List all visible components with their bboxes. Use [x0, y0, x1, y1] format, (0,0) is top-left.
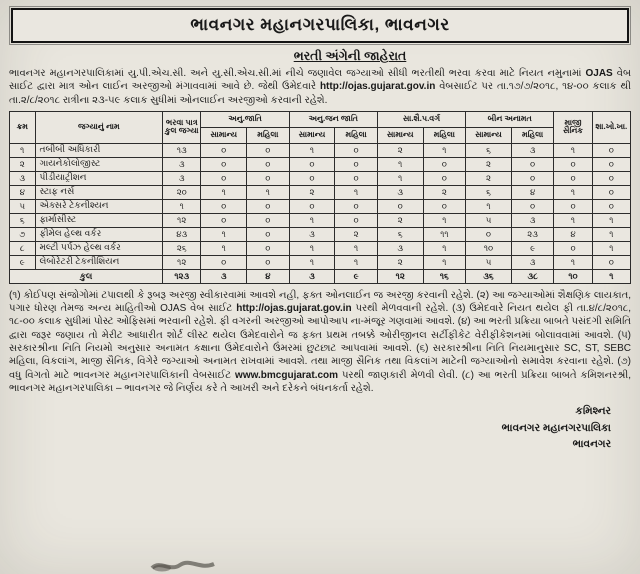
subcol-female: મહિલા [423, 127, 466, 143]
row-serial: ૧ [10, 143, 36, 157]
open-general: ૬ [466, 185, 512, 199]
ph-count: ૧ [592, 213, 630, 227]
sebc-general: ૬ [377, 227, 423, 241]
open-female: ૯ [511, 241, 554, 255]
sebc-female: ૧ [423, 255, 466, 269]
total-posts: ૩ [163, 157, 201, 171]
open-general: ૨ [466, 157, 512, 171]
sebc-female: ૧ [423, 213, 466, 227]
subcol-female: મહિલા [335, 127, 378, 143]
row-serial: ૬ [10, 213, 36, 227]
open-female: ૨૩ [511, 227, 554, 241]
open-general: ૫ [466, 255, 512, 269]
col-group-open: બીન અનામત [466, 111, 554, 127]
st-general: ૦ [289, 171, 335, 185]
sebc-general-total: ૧૨ [377, 269, 423, 283]
intro-text: ભાવનગર મહાનગરપાલિકામાં યુ.પી.એચ.સી. અને યુ.સી.એચ.સી.માં નીચે જણાવેલ જગ્યાઓ સીધી ભરતીથી ભરવા કરવા માટે નિયત નમુનામાં [9, 68, 586, 79]
st-female: ૦ [335, 143, 378, 157]
sebc-female-total: ૧૬ [423, 269, 466, 283]
row-serial: ૩ [10, 171, 36, 185]
sebc-general: ૨ [377, 255, 423, 269]
table-row [10, 157, 631, 171]
ex-serviceman: ૦ [554, 241, 592, 255]
post-name: તબીબી અધિકારી [35, 143, 163, 157]
sebc-female: ૨ [423, 185, 466, 199]
open-female: ૪ [511, 185, 554, 199]
st-general: ૧ [289, 213, 335, 227]
signature-block [9, 403, 631, 452]
total-posts: ૧૨ [163, 255, 201, 269]
st-female-total: ૯ [335, 269, 378, 283]
sc-general: ૧ [201, 227, 247, 241]
sc-general: ૦ [201, 171, 247, 185]
terms-text: (૧) કોઈપણ સંજોગોમાં ટપાલથી કે રૂબરૂ અરજી સ્વીકારવામાં આવશે નહી, ફક્ત ઓનલાઈન જ અરજી કરવાની રહેશે. (૨) આ જગ્યાઓમાં શૈક્ષણિક લાયકાત, પગાર ધોરણ તેમજ અન્ય માહિતીઓ OJAS વેબ સાઈટ [9, 289, 631, 315]
sebc-general: ૩ [377, 185, 423, 199]
intro-text: વેબસાઈટ પર તા.૧૭/૭/૨૦૧૮, ૧૪-૦૦ કલાક થી તા.૨/૮/૨૦૧૮ રાત્રીના ૨૩-૫૯ કલાક સુધીમાં ઓનલાઈન અરજીઓ કરવાની રહેશે. [9, 81, 631, 106]
row-serial: ૯ [10, 255, 36, 269]
table-row [10, 241, 631, 255]
table-row [10, 213, 631, 227]
sebc-female: ૦ [423, 171, 466, 185]
open-general: ૧ [466, 199, 512, 213]
st-general: ૧ [289, 143, 335, 157]
recruitment-table [9, 111, 631, 284]
post-name: ફીમેલ હેલ્થ વર્કર [35, 227, 163, 241]
row-serial: ૫ [10, 199, 36, 213]
st-general: ૨ [289, 185, 335, 199]
post-name: એક્સરે ટેકનીશ્યન [35, 199, 163, 213]
st-general: ૧ [289, 241, 335, 255]
sc-general: ૧ [201, 241, 247, 255]
post-name: લેબોરેટરી ટેકનીશિયન [35, 255, 163, 269]
st-general: ૦ [289, 157, 335, 171]
sebc-general: ૨ [377, 143, 423, 157]
open-general: ૨ [466, 171, 512, 185]
open-general: ૬ [466, 143, 512, 157]
ph-count: ૦ [592, 255, 630, 269]
sebc-female: ૦ [423, 157, 466, 171]
row-serial: ૨ [10, 157, 36, 171]
intro-paragraph [9, 67, 631, 107]
sc-female: ૦ [247, 157, 290, 171]
sc-female: ૧ [247, 185, 290, 199]
open-female: ૩ [511, 213, 554, 227]
table-row [10, 185, 631, 199]
total-label: કુલ [10, 269, 163, 283]
row-serial: ૮ [10, 241, 36, 255]
sc-female: ૦ [247, 143, 290, 157]
sebc-female: ૧ [423, 143, 466, 157]
total-posts: ૨૦ [163, 185, 201, 199]
open-female: ૦ [511, 171, 554, 185]
sc-general: ૦ [201, 255, 247, 269]
terms-text: પરથી જાણકારી મેળવી લેવી. (૮) આ ભરતી પ્રક્રિયા બાબતે કમિશનરશ્રી, ભાવનગર મહાનગરપાલિકા – ભાવનગર જે નિર્ણય કરે તે આખરી અને દરેકને બંધનકર્તા રહેશે. [9, 369, 631, 394]
st-female: ૧ [335, 185, 378, 199]
header-box [11, 8, 629, 43]
sc-general-total: ૩ [201, 269, 247, 283]
col-ph: શા.ખો.ખા. [592, 111, 630, 143]
sc-female: ૦ [247, 171, 290, 185]
sc-female: ૦ [247, 255, 290, 269]
sebc-female: ૧ [423, 241, 466, 255]
ex-serviceman: ૧ [554, 213, 592, 227]
terms-paragraph [9, 289, 631, 395]
col-group-st: અનુ.જન જાતિ [289, 111, 377, 127]
terms-text: પરથી મેળવવાની રહેશે. (૩) ઉમેદવારે નિયત થયેલ ફી તા.૪/૮/૨૦૧૮, ૧૮-૦૦ કલાક સુધીમાં પોસ્ટ ઓફિસમાં ભરવાની રહેશે. ફી વગરની અરજીઓ આપોઆપ ના-મંજૂર ગણવામાં આવશે. (૪) આ ભરતી પ્રક્રિયા બાબતે પસંદગી સમિતિ દ્વારા જરૂર જણાય તો મેરીટ આધારીત શોર્ટ લીસ્ટ થયેલ ઉમેદવારોને જ ફક્ત પ્રથમ તબક્કે ઓરીજીનલ સર્ટીફીકેટ વેરીફીકેશનમાં બોલાવવામાં આવશે. (૫) સરકારશ્રીના નિતિ નિયમો અનુસાર અનામત કક્ષાના ઉમેદવારોને ઉંમરમાં છુટછાટ આપવામાં આવશે. (૬) સરકારશ્રીના નિતિ નિયમાનુસાર SC, ST, SEBC મહિલા, વિકલાંગ, માજી સૈનિક, વિગેરે જગ્યાઓ અનામત રાખવામાં આવશે. તથા માજી સૈનિક તથા વિકલાંગ માટેની જગ્યાઓનો સમાવેશ કરવાના રહેશે. (૭) વધુ વિગતો માટે ભાવનગર મહાનગરપાલિકાની વેબસાઈટ [9, 303, 631, 381]
sebc-general: ૧ [377, 157, 423, 171]
col-post-name: જગ્યાનું નામ [35, 111, 163, 143]
total-posts: ૧૩ [163, 143, 201, 157]
open-female-total: ૩૮ [511, 269, 554, 283]
open-female: ૦ [511, 199, 554, 213]
sc-female: ૦ [247, 227, 290, 241]
st-female: ૧ [335, 241, 378, 255]
ph-count: ૦ [592, 171, 630, 185]
sc-general: ૦ [201, 143, 247, 157]
st-general: ૩ [289, 227, 335, 241]
page-title: ભાવનગર મહાનગરપાલિકા, ભાવનગર [190, 15, 450, 34]
open-general: ૫ [466, 213, 512, 227]
sebc-general: ૩ [377, 241, 423, 255]
st-female: ૦ [335, 171, 378, 185]
table-row [10, 199, 631, 213]
ojas-url: http://ojas.gujarat.gov.in [319, 81, 436, 93]
table-row [10, 171, 631, 185]
subcol-general: સામાન્ય [377, 127, 423, 143]
post-name: ફાર્માસીસ્ટ [35, 213, 163, 227]
signature-city: ભાવનગર [572, 437, 611, 450]
sc-general: ૧ [201, 185, 247, 199]
sebc-female: ૦ [423, 199, 466, 213]
total-posts: ૨૬ [163, 241, 201, 255]
bmc-url: www.bmcgujarat.com [235, 369, 339, 381]
sc-female-total: ૪ [247, 269, 290, 283]
signature-organisation: ભાવનગર મહાનગરપાલિકા [501, 421, 611, 434]
ex-serviceman-total: ૧૦ [554, 269, 592, 283]
row-serial: ૭ [10, 227, 36, 241]
ex-serviceman: ૦ [554, 199, 592, 213]
signature-designation: કમિશ્નર [575, 405, 611, 418]
post-name: સ્ટાફ નર્સ [35, 185, 163, 199]
ph-total: ૧ [592, 269, 630, 283]
subcol-general: સામાન્ય [289, 127, 335, 143]
ex-serviceman: ૧ [554, 143, 592, 157]
subcol-general: સામાન્ય [466, 127, 512, 143]
st-female: ૧ [335, 255, 378, 269]
open-general-total: ૩૬ [466, 269, 512, 283]
ex-serviceman: ૦ [554, 157, 592, 171]
open-female: ૩ [511, 143, 554, 157]
ph-count: ૧ [592, 241, 630, 255]
notice-subtitle: ભરતી અંગેની જાહેરાત [293, 49, 407, 63]
post-name: પીડીયાટ્રીશન [35, 171, 163, 185]
ex-serviceman: ૧ [554, 255, 592, 269]
sebc-female: ૧૧ [423, 227, 466, 241]
ph-count: ૦ [592, 143, 630, 157]
intro-text: વેબ સાઈટ દ્વારા માત્ર ઓન લાઈન અરજીઓ મંગાવવામાં આવે છે. જેથી ઉમેદવારે [9, 68, 631, 93]
sebc-general: ૧ [377, 171, 423, 185]
st-female: ૦ [335, 157, 378, 171]
open-female: ૩ [511, 255, 554, 269]
sc-general: ૦ [201, 213, 247, 227]
total-posts: ૪૩ [163, 227, 201, 241]
open-general: ૧૦ [466, 241, 512, 255]
sc-female: ૦ [247, 213, 290, 227]
st-female: ૦ [335, 199, 378, 213]
total-posts: ૧ [163, 199, 201, 213]
total-row [10, 269, 631, 283]
sc-general: ૦ [201, 157, 247, 171]
post-name: મલ્ટી પર્પઝ હેલ્થ વર્કર [35, 241, 163, 255]
ex-serviceman: ૪ [554, 227, 592, 241]
sc-female: ૦ [247, 241, 290, 255]
sebc-general: ૨ [377, 213, 423, 227]
total-posts: ૧૨ [163, 213, 201, 227]
st-general: ૦ [289, 199, 335, 213]
ojas-label: OJAS [585, 68, 613, 79]
grand-total: ૧૨૩ [163, 269, 201, 283]
col-group-sebc: સા.શૈ.પ.વર્ગ [377, 111, 465, 127]
ph-count: ૦ [592, 185, 630, 199]
st-female: ૦ [335, 213, 378, 227]
st-general-total: ૩ [289, 269, 335, 283]
open-general: ૦ [466, 227, 512, 241]
open-female: ૦ [511, 157, 554, 171]
ph-count: ૧ [592, 227, 630, 241]
ph-count: ૦ [592, 199, 630, 213]
st-female: ૨ [335, 227, 378, 241]
ex-serviceman: ૦ [554, 171, 592, 185]
table-row [10, 255, 631, 269]
ojas-url: http://ojas.gujarat.gov.in [236, 303, 352, 315]
st-general: ૧ [289, 255, 335, 269]
sebc-general: ૦ [377, 199, 423, 213]
subcol-general: સામાન્ય [201, 127, 247, 143]
table-row [10, 143, 631, 157]
sc-female: ૦ [247, 199, 290, 213]
col-group-sc: અનુ.જાતિ [201, 111, 289, 127]
subcol-female: મહિલા [511, 127, 554, 143]
total-posts: ૩ [163, 171, 201, 185]
sc-general: ૦ [201, 199, 247, 213]
col-serial: ક્રમ [10, 111, 36, 143]
row-serial: ૪ [10, 185, 36, 199]
ink-smudge [148, 556, 218, 574]
post-name: ગાયનેકોલોજીસ્ટ [35, 157, 163, 171]
ex-serviceman: ૧ [554, 185, 592, 199]
col-total: ભરવા પાત્ર કુલ જગ્યા [163, 111, 201, 143]
ph-count: ૦ [592, 157, 630, 171]
subcol-female: મહિલા [247, 127, 290, 143]
table-row [10, 227, 631, 241]
col-ex-serviceman: માજી સૈનિક [554, 111, 592, 143]
